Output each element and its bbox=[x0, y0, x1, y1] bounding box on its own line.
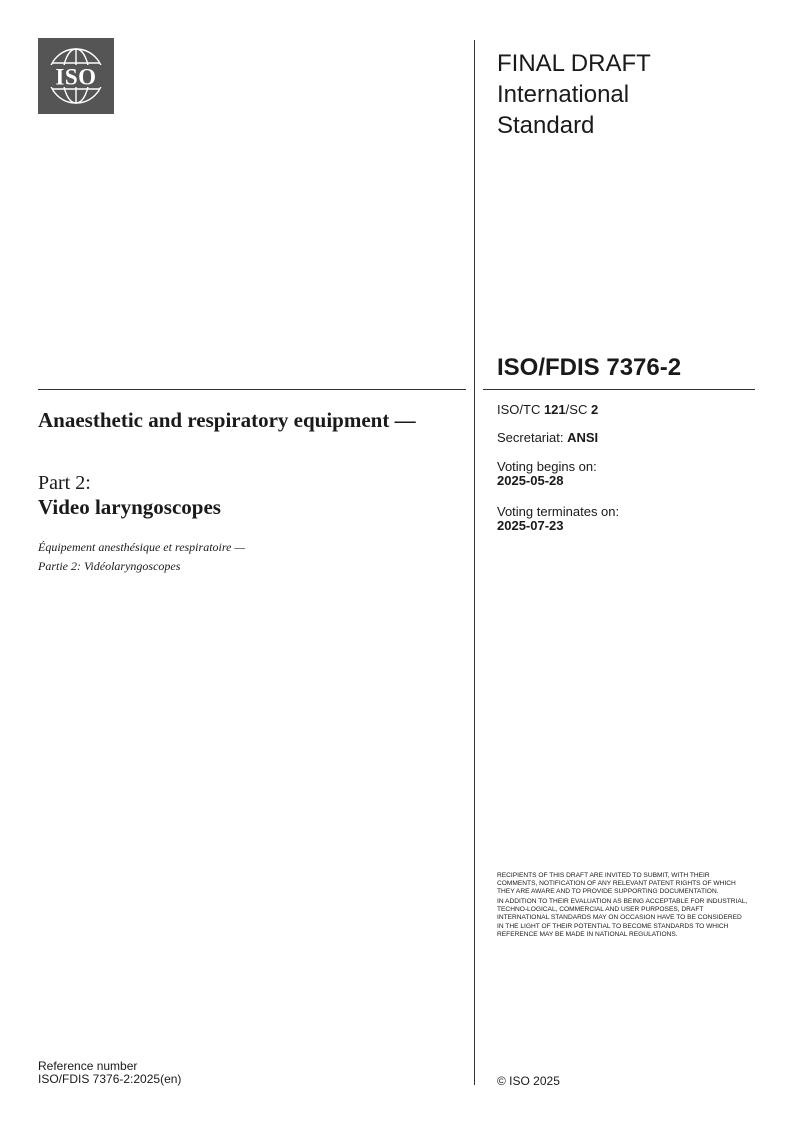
reference-value: ISO/FDIS 7376-2:2025(en) bbox=[38, 1072, 182, 1086]
sc-number: 2 bbox=[590, 402, 599, 417]
notice-paragraph-2: IN ADDITION TO THEIR EVALUATION AS BEING ACCEPTABLE FOR INDUSTRIAL, TECHNO-LOGICAL, COMMERCIAL AND USER PURPOSES, DRAFT INTERNATIONAL STANDARDS MAY ON OCCASION HAVE TO BE CONSIDERED IN THE LIGHT OF THEIR POTENTIAL TO BECOME STANDARDS TO WHICH REFERENCE MAY BE MADE IN NATIONAL REGULATIONS. bbox=[497, 898, 748, 938]
iso-globe-icon bbox=[38, 38, 114, 114]
draft-heading-line2: International bbox=[497, 81, 630, 108]
iso-logo bbox=[38, 38, 114, 114]
draft-heading-line1: FINAL DRAFT bbox=[497, 50, 651, 77]
column-divider bbox=[474, 40, 475, 1085]
tc-number: 121 bbox=[543, 402, 566, 417]
title-french-line2: Partie 2: Vidéolaryngoscopes bbox=[38, 559, 181, 573]
reference-number bbox=[38, 1060, 181, 1086]
secretariat-value: ANSI bbox=[567, 430, 599, 445]
draft-heading bbox=[497, 48, 747, 141]
copyright: © ISO 2025 bbox=[497, 1074, 560, 1088]
title-sub: Video laryngoscopes bbox=[38, 495, 221, 519]
title-rule-right bbox=[483, 389, 755, 390]
secretariat-label: Secretariat: bbox=[497, 430, 568, 445]
document-number: ISO/FDIS 7376-2 bbox=[497, 354, 682, 381]
committee-line bbox=[497, 403, 598, 417]
voting-begins bbox=[497, 460, 597, 488]
notice-paragraph-1: RECIPIENTS OF THIS DRAFT ARE INVITED TO SUBMIT, WITH THEIR COMMENTS, NOTIFICATION OF ANY RELEVANT PATENT RIGHTS OF WHICH THEY ARE AWARE AND TO PROVIDE SUPPORTING DOCUMENTATION. bbox=[497, 872, 736, 896]
draft-heading-line3: Standard bbox=[497, 112, 595, 139]
voting-terminates-date: 2025-07-23 bbox=[497, 518, 564, 533]
secretariat-line bbox=[497, 431, 598, 445]
title-part: Part 2: bbox=[38, 472, 91, 494]
voting-terminates-label: Voting terminates on: bbox=[497, 504, 620, 519]
title-french bbox=[38, 538, 245, 576]
title-french-line1: Équipement anesthésique et respiratoire — bbox=[38, 540, 246, 554]
reference-label: Reference number bbox=[38, 1059, 138, 1073]
committee-prefix: ISO/TC bbox=[497, 402, 544, 417]
voting-begins-label: Voting begins on: bbox=[497, 459, 597, 474]
title-main: Anaesthetic and respiratory equipment — bbox=[38, 408, 416, 432]
iso-logo-text: ISO bbox=[55, 64, 97, 90]
sc-separator: /SC bbox=[565, 402, 591, 417]
voting-begins-date: 2025-05-28 bbox=[497, 473, 564, 488]
title-rule-left bbox=[38, 389, 466, 390]
patent-notice bbox=[497, 872, 749, 941]
voting-terminates bbox=[497, 505, 619, 533]
